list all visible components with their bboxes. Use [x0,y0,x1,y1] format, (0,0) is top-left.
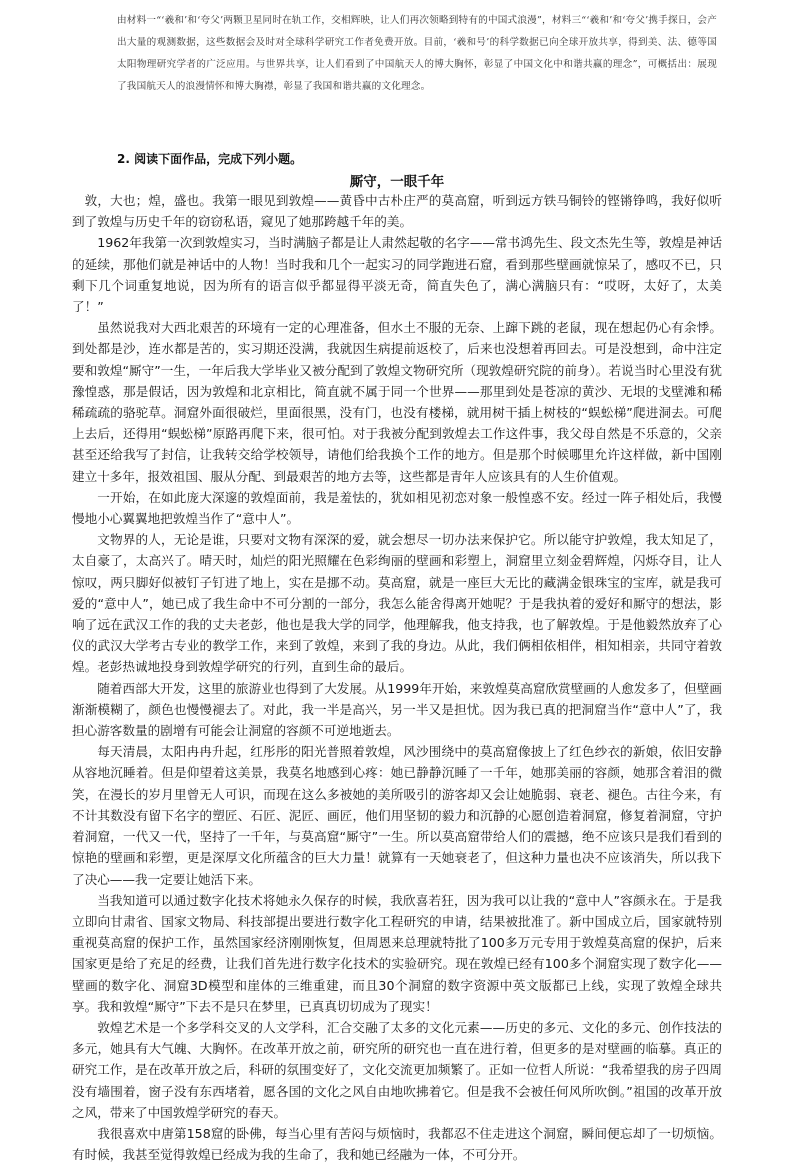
article-paragraph-7: 每天清晨，太阳冉冉升起，红彤彤的阳光普照着敦煌，风沙围绕中的莫高窟像披上了红色纱衣的新娘，依旧安静从容地沉睡着。但是仰望着这美景，我莫名地感到心疼：她已静静沉睡了一千年，她那美丽的容颜，她那含着泪的微笑，在漫长的岁月里曾无人可识，而现在这么多被她的美所吸引的游客却又会让她脆弱、衰老、褪色。古往今来，有不计其数没有留下名字的塑匠、石匠、泥匠、画匠，他们用坚韧的毅力和沉静的心愿创造着洞窟，修复着洞窟，守护着洞窟，一代又一代，坚持了一千年，与莫高窟“厮守”一生。所以莫高窟带给人们的震撼，绝不应该只是我们看到的惊艳的壁画和彩塑，更是深厚文化所蕴含的巨大力量！就算有一天她衰老了，但这种力量也决不应该消失，所以我下了决心——我一定要让她活下来。 [72,744,722,887]
article-paragraph-10: 我很喜欢中唐第158窟的卧佛，每当心里有苦闷与烦恼时，我都忍不住走进这个洞窟，瞬间便忘却了一切烦恼。有时候，我甚至觉得敦煌已经成为我的生命了，我和她已经融为一体，不可分开。 [72,1125,722,1163]
article-body [72,190,722,1165]
intro-paragraph: 由材料一“‘羲和’和‘夸父’两颗卫星同时在轨工作，交相辉映，让人们再次领略到特有的中国式浪漫”，材料三“‘羲和’和‘夸父’携手探日，会产出大量的观测数据，这些数据会及时对全球科学研究工作者免费开放。目前，‘羲和号’的科学数据已向全球开放共享，得到美、法、德等国太阳物理研究学者的广泛应用。与世界共享，让人们看到了中国航天人的博大胸怀，彰显了中国文化中和谐共赢的理念”，可概括出：展现了我国航天人的浪漫情怀和博大胸襟，彰显了我国和谐共赢的文化理念。 [117,15,717,92]
intro-analysis-block [117,10,717,98]
article-title: 厮守，一眼千年 [349,174,445,190]
article-paragraph-3: 虽然说我对大西北艰苦的环境有一定的心理准备，但水土不服的无奈、上蹿下跳的老鼠，现在想起仍心有余悸。到处都是沙，连水都是苦的，实习期还没满，我就因生病提前返校了，后来也没想着再回去。可是没想到，命中注定要和敦煌“厮守”一生，一年后我大学毕业又被分配到了敦煌文物研究所（现敦煌研究院的前身）。若说当时心里没有犹豫惶惑，那是假话，因为敦煌和北京相比，简直就不属于同一个世界——那里到处是苍凉的黄沙、无垠的戈壁滩和稀稀疏疏的骆驼草。洞窟外面很破烂，里面很黑，没有门，也没有楼梯，就用树干插上树枝的“蜈蚣梯”爬进洞去。可爬上去后，还得用“蜈蚣梯”原路再爬下来，很可怕。对于我被分配到敦煌去工作这件事，我父母自然是不乐意的，父亲甚至还给我写了封信，让我转交给学校领导，请他们给我换个工作的地方。但是那个时候哪里允许这样做，新中国刚建立十多年，报效祖国、服从分配、到最艰苦的地方去等，这些都是青年人应该具有的人生价值观。 [72,320,722,484]
article-paragraph-1: 敦，大也；煌，盛也。我第一眼见到敦煌——黄昏中古朴庄严的莫高窟，听到远方铁马铜铃的铿锵铮鸣，我好似听到了敦煌与历史千年的窃窃私语，窥见了她那跨越千年的美。 [72,193,722,230]
article-paragraph-9: 敦煌艺术是一个多学科交叉的人文学科，汇合交融了太多的文化元素——历史的多元、文化的多元、创作技法的多元，她具有大气魄、大胸怀。在改革开放之前，研究所的研究也一直在进行着，但更多的是对壁画的临摹。真正的研究工作，是在改革开放之后，科研的氛围变好了，文化交流更加频繁了。正如一位哲人所说：“我希望我的房子四周没有墙围着，窗子没有东西堵着，愿各国的文化之风自由地吹拂着它。但是我不会被任何风所吹倒。”祖国的改革开放之风，带来了中国敦煌学研究的春天。 [72,1019,722,1120]
article-paragraph-5: 文物界的人，无论是谁，只要对文物有深深的爱，就会想尽一切办法来保护它。所以能守护敦煌，我太知足了，太自豪了，太高兴了。晴天时，灿烂的阳光照耀在色彩绚丽的壁画和彩塑上，洞窟里立刻金碧辉煌，闪烁夺目，让人惊叹，两只脚好似被钉子钉进了地上，实在是挪不动。莫高窟，就是一座巨大无比的藏满金银珠宝的宝库，就是我可爱的“意中人”，她已成了我生命中不可分割的一部分，我怎么能舍得离开她呢？于是我执着的爱好和厮守的想法，影响了远在武汉工作的我的丈夫老彭，他也是我大学的同学，他理解我，他支持我，也了解敦煌。于是他毅然放弃了心仪的武汉大学考古专业的教学工作，来到了敦煌，来到了我的身边。从此，我们俩相依相伴，相知相亲，共同守着敦煌。老彭热诚地投身到敦煌学研究的行列，直到生命的最后。 [72,532,722,675]
article-paragraph-6: 随着西部大开发，这里的旅游业也得到了大发展。从1999年开始，来敦煌莫高窟欣赏壁画的人愈发多了，但壁画渐渐模糊了，颜色也慢慢褪去了。对此，我一半是高兴，另一半又是担忧。因为我已真的把洞窟当作“意中人”了，我担心游客数量的剧增有可能会让洞窟的容颜不可逆地逝去。 [72,680,722,739]
article-paragraph-2: 1962年我第一次到敦煌实习，当时满脑子都是让人肃然起敬的名字——常书鸿先生、段文杰先生等，敦煌是神话的延续，那他们就是神话中的人物！当时我和几个一起实习的同学跑进石窟，看到那些壁画就惊呆了，感叹不已，只剩下几个词重复地说，因为所有的语言似乎都显得平淡无奇，简直失色了，满心满脑只有：“哎呀，太好了，太美了！” [72,235,722,315]
article-paragraph-8: 当我知道可以通过数字化技术将她永久保存的时候，我欣喜若狂，因为我可以让我的“意中人”容颜永在。于是我立即向甘肃省、国家文物局、科技部提出要进行数字化工程研究的申请，结果被批准了。新中国成立后，国家就特别重视莫高窟的保护工作，虽然国家经济刚刚恢复，但周恩来总理就特批了100多万元专用于敦煌莫高窟的保护，后来国家更是给了充足的经费，让我们首先进行数字化技术的实验研究。现在敦煌已经有100多个洞窟实现了数字化——壁画的数字化、洞窟3D模型和崖体的三维重建，而且30个洞窟的数字资源中英文版都已上线，实现了敦煌全球共享。我和敦煌“厮守”下去不是只在梦里，已真真切切成为了现实！ [72,892,722,1014]
article-paragraph-4: 一开始，在如此庞大深邃的敦煌面前，我是羞怯的，犹如相见初恋对象一般惶惑不安。经过一阵子相处后，我慢慢地小心翼翼地把敦煌当作了“意中人”。 [72,489,722,527]
question-heading: 2. 阅读下面作品，完成下列小题。 [117,152,303,166]
